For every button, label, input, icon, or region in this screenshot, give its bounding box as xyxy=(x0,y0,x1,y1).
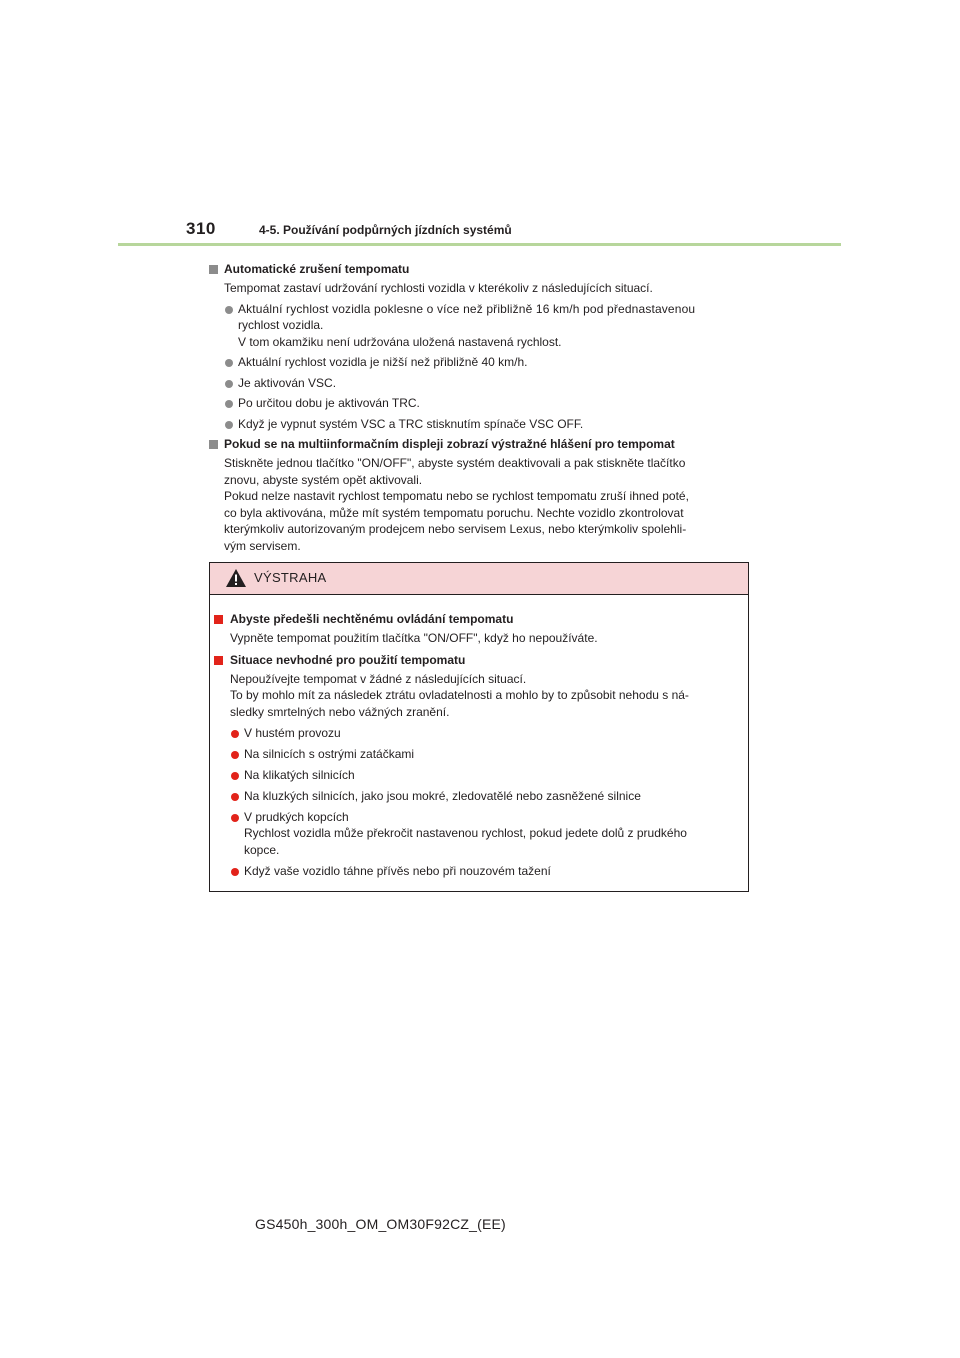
page-number: 310 xyxy=(186,219,216,238)
list-item xyxy=(214,725,742,742)
list-item xyxy=(209,416,754,433)
heading-auto-cancel xyxy=(209,261,754,278)
list-item xyxy=(214,863,742,880)
heading-text: Abyste předešli nechtěnému ovládání tempomatu xyxy=(230,612,514,626)
list-item xyxy=(209,395,754,412)
paragraph-line: Nepoužívejte tempomat v žádné z následujících situací. xyxy=(230,671,527,686)
list-item-text: V tom okamžiku není udržována uložená nastavená rychlost. xyxy=(238,334,562,349)
round-bullet-icon xyxy=(231,814,239,822)
list-item xyxy=(214,788,742,805)
warning-title: VÝSTRAHA xyxy=(254,570,327,585)
list-item xyxy=(209,301,754,351)
square-bullet-icon xyxy=(214,656,223,665)
list-item-text: Když je vypnut systém VSC a TRC stisknutím spínače VSC OFF. xyxy=(238,416,584,431)
heading-text: Situace nevhodné pro použití tempomatu xyxy=(230,652,466,667)
list-item-text: Rychlost vozidla může překročit nastavenou rychlost, pokud jedete dolů z prudkého xyxy=(244,826,687,840)
warning-heading xyxy=(214,611,742,628)
paragraph-line: Stiskněte jednou tlačítko "ON/OFF", abyste systém deaktivovali a pak stiskněte tlačítko xyxy=(224,456,686,470)
list-item-text: Na silnicích s ostrými zatáčkami xyxy=(244,746,415,761)
footer-code: GS450h_300h_OM_OM30F92CZ_(EE) xyxy=(255,1216,506,1232)
paragraph: Tempomat zastaví udržování rychlosti vozidla v kterékoliv z následujících situací. xyxy=(224,281,653,295)
paragraph-line: sledky smrtelných nebo vážných zranění. xyxy=(230,704,450,719)
heading-text: Automatické zrušení tempomatu xyxy=(224,262,410,276)
list-item-text: Po určitou dobu je aktivován TRC. xyxy=(238,396,420,410)
warning-box xyxy=(209,562,749,892)
list-item-text: V hustém provozu xyxy=(244,725,341,740)
warning-header xyxy=(210,563,748,595)
round-bullet-icon xyxy=(231,730,239,738)
list-item xyxy=(209,354,754,371)
paragraph-line: co byla aktivována, může mít systém tempomatu poruchu. Nechte vozidlo zkontrolovat xyxy=(224,505,684,520)
round-bullet-icon xyxy=(231,868,239,876)
heading-warning-message xyxy=(209,436,754,453)
list-item xyxy=(209,375,754,392)
list-item-text: Na kluzkých silnicích, jako jsou mokré, zledovatělé nebo zasněžené silnice xyxy=(244,788,641,803)
list-item xyxy=(214,767,742,784)
list-item-text: Aktuální rychlost vozidla poklesne o více než přibližně 16 km/h pod přednastavenou xyxy=(238,301,696,316)
list-item xyxy=(214,746,742,763)
paragraph-line: To by mohlo mít za následek ztrátu ovladatelnosti a mohlo by to způsobit nehodu s ná- xyxy=(230,688,689,702)
paragraph xyxy=(209,455,754,554)
list-item-text: Na klikatých silnicích xyxy=(244,767,355,782)
warning-body xyxy=(210,595,748,879)
round-bullet-icon xyxy=(225,306,233,314)
round-bullet-icon xyxy=(231,793,239,801)
heading-text: Pokud se na multiinformačním displeji zobrazí výstražné hlášení pro tempomat xyxy=(224,437,675,451)
square-bullet-icon xyxy=(214,615,223,624)
round-bullet-icon xyxy=(231,751,239,759)
paragraph: Vypněte tempomat použitím tlačítka "ON/OFF", když ho nepoužíváte. xyxy=(230,631,598,645)
round-bullet-icon xyxy=(225,421,233,429)
paragraph-line: kterýmkoliv autorizovaným prodejcem nebo servisem Lexus, nebo kterýmkoliv spolehli- xyxy=(224,522,687,536)
round-bullet-icon xyxy=(225,359,233,367)
warning-triangle-icon xyxy=(225,568,247,588)
paragraph-line: znovu, abyste systém opět aktivovali. xyxy=(224,472,423,487)
square-bullet-icon xyxy=(209,440,218,449)
list-item-text: V prudkých kopcích xyxy=(244,809,349,824)
paragraph-line: vým servisem. xyxy=(224,538,301,553)
round-bullet-icon xyxy=(225,380,233,388)
list-item-text: Když vaše vozidlo táhne přívěs nebo při nouzovém tažení xyxy=(244,863,551,878)
list-item-text: Aktuální rychlost vozidla je nižší než přibližně 40 km/h. xyxy=(238,355,528,369)
header-rule xyxy=(118,243,841,246)
main-content xyxy=(209,256,754,554)
list-item-text: Je aktivován VSC. xyxy=(238,375,337,390)
round-bullet-icon xyxy=(225,400,233,408)
round-bullet-icon xyxy=(231,772,239,780)
paragraph xyxy=(214,671,742,721)
warning-heading xyxy=(214,652,742,669)
paragraph-line: Pokud nelze nastavit rychlost tempomatu nebo se rychlost tempomatu zruší ihned poté, xyxy=(224,489,689,503)
section-header: 4-5. Používání podpůrných jízdních systémů xyxy=(259,223,512,237)
square-bullet-icon xyxy=(209,265,218,274)
list-item-text: kopce. xyxy=(244,842,280,857)
list-item-text: rychlost vozidla. xyxy=(238,318,324,332)
list-item xyxy=(214,809,742,859)
